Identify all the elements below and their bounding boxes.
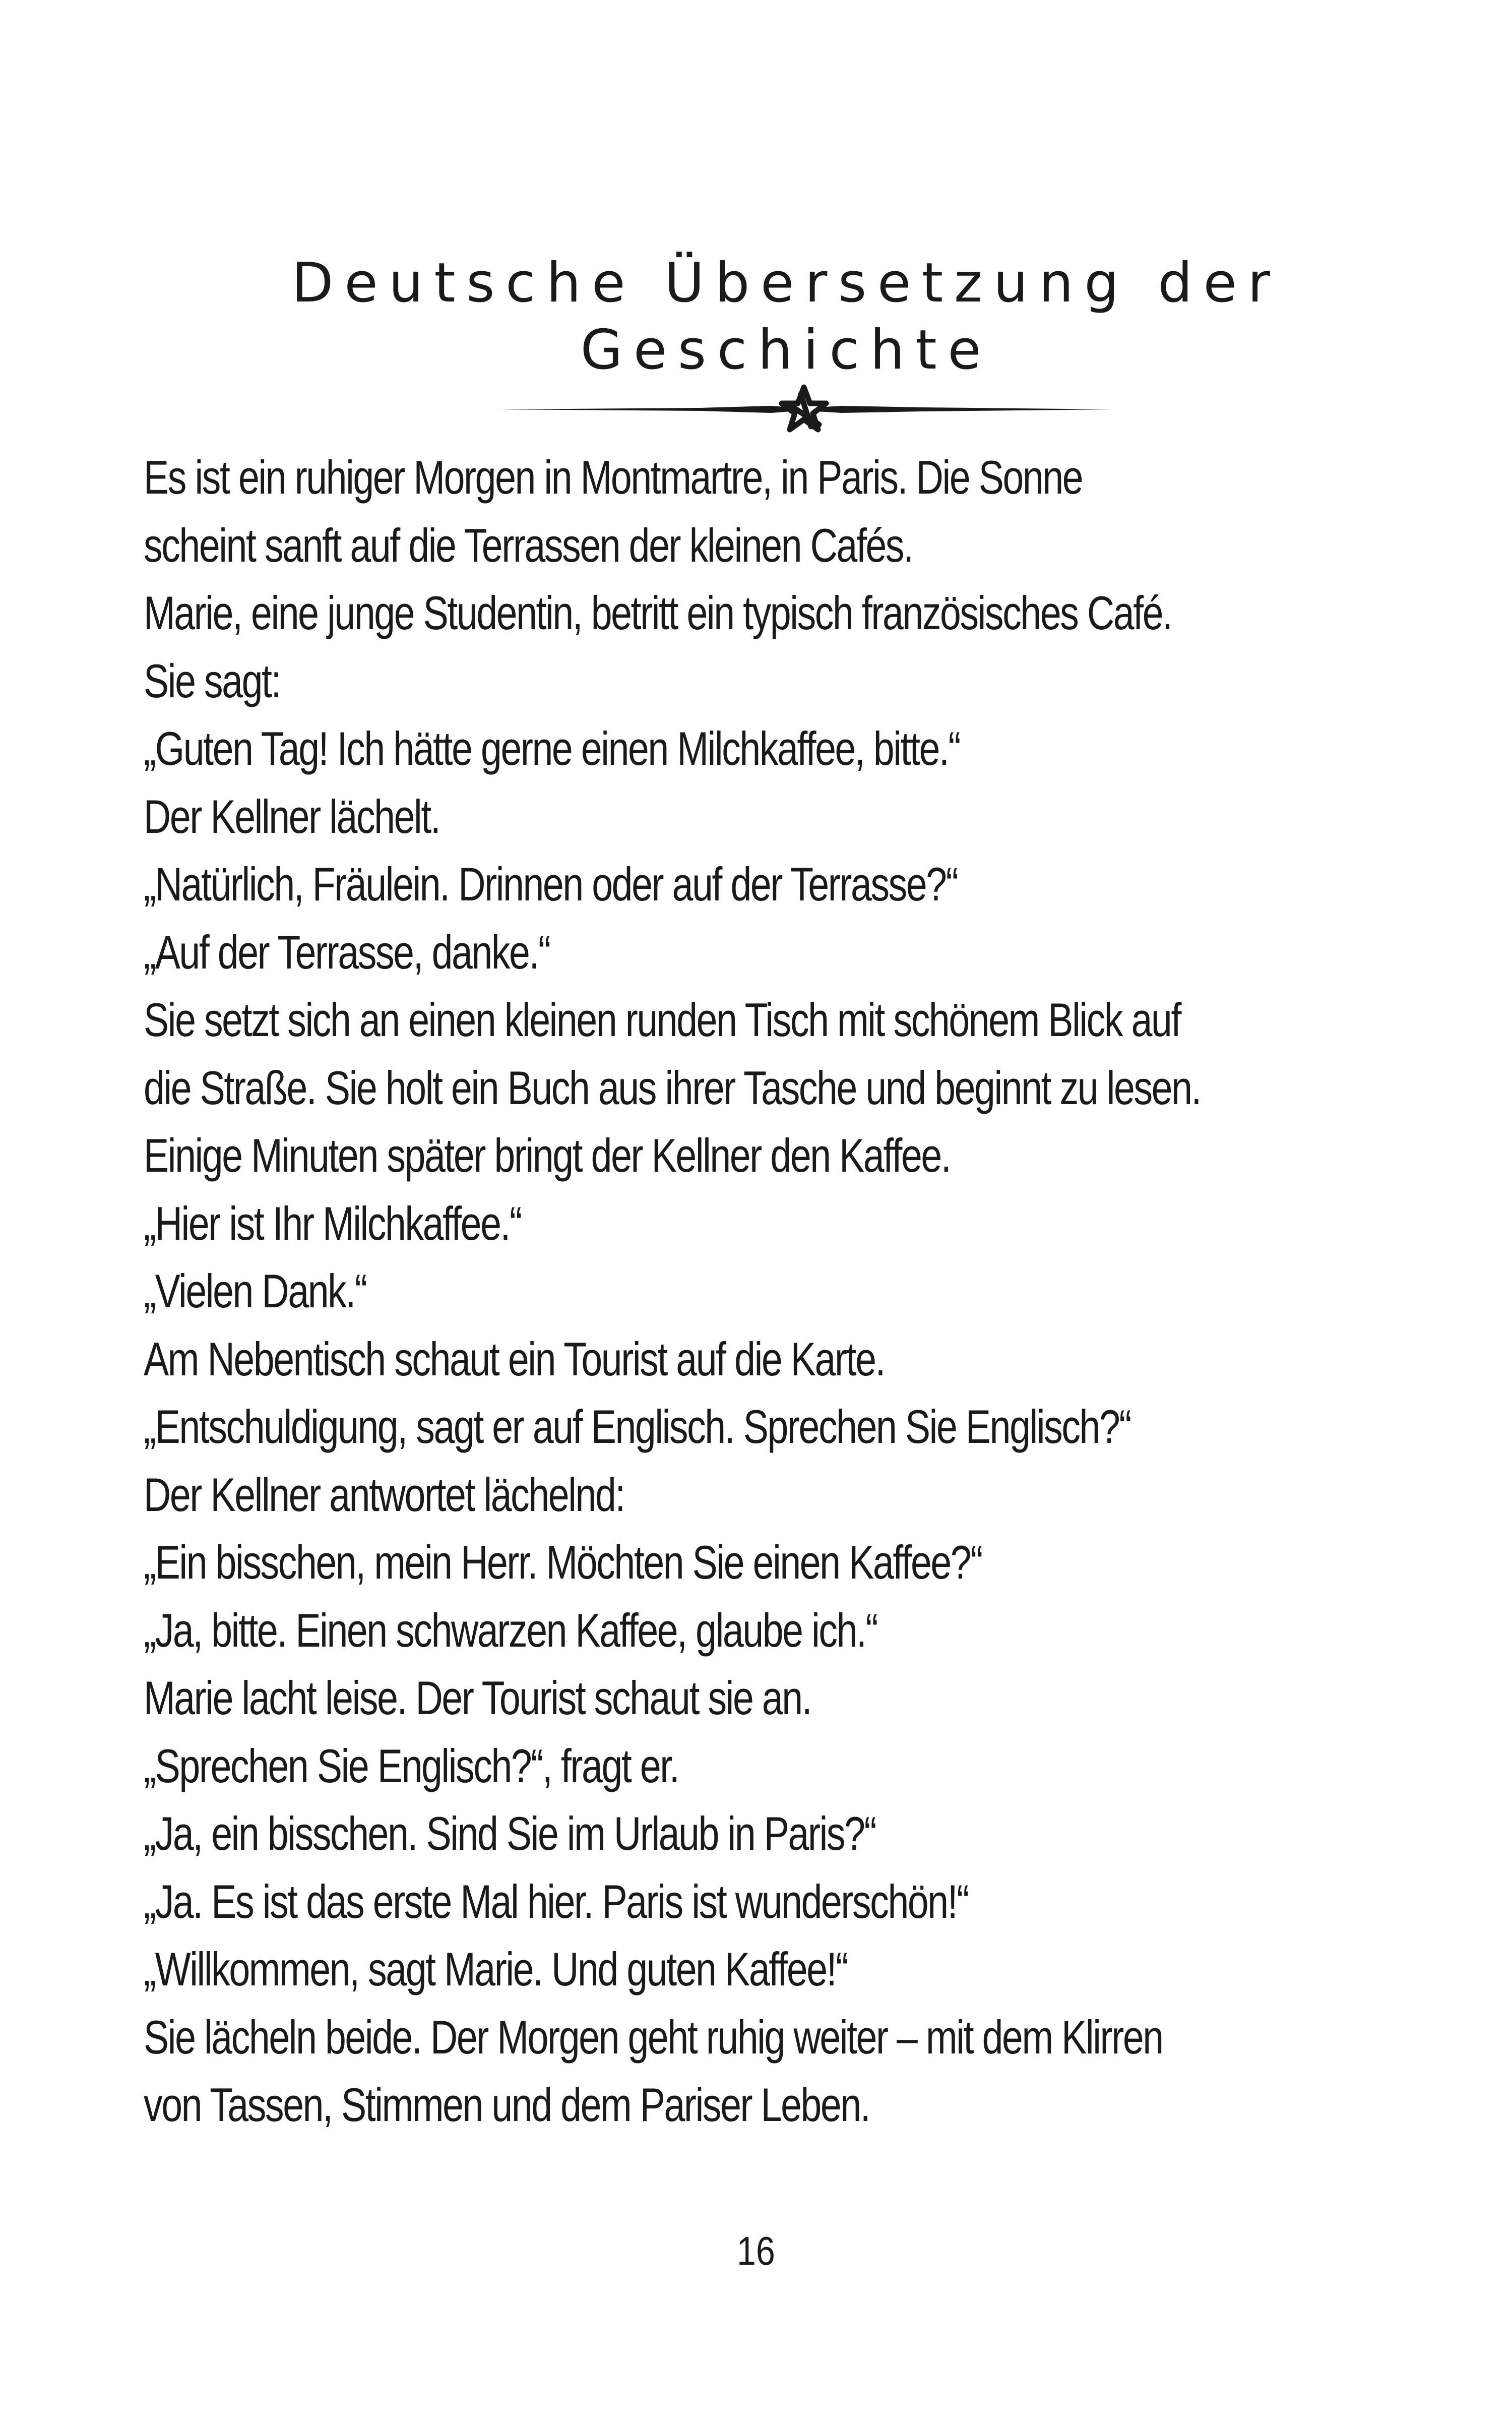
page-title [252,250,1320,384]
text-line: Marie, eine junge Studentin, betritt ein typisch französisches Café. [144,586,1172,639]
text-line: Sie sagt: [144,654,281,707]
text-line: „Ja, ein bisschen. Sind Sie im Urlaub in Paris?“ [144,1807,876,1860]
text-line: Am Nebentisch schaut ein Tourist auf die Karte. [144,1332,885,1385]
text-line: scheint sanft auf die Terrassen der kleinen Cafés. [144,518,913,572]
text-line: „Hier ist Ihr Milchkaffee.“ [144,1196,521,1250]
text-line: die Straße. Sie holt ein Buch aus ihrer Tasche und beginnt zu lesen. [144,1061,1201,1114]
text-line: „Ja. Es ist das erste Mal hier. Paris ist wunderschön!“ [144,1874,968,1928]
text-line: von Tassen, Stimmen und dem Pariser Leben. [144,2078,870,2131]
title-line-1: Deutsche Übersetzung der [291,252,1281,315]
text-line: „Guten Tag! Ich hätte gerne einen Milchkaffee, bitte.“ [144,722,960,775]
star-divider-icon [489,379,1119,440]
text-line: Marie lacht leise. Der Tourist schaut sie an. [144,1671,811,1724]
text-line: Einige Minuten später bringt der Kellner den Kaffee. [144,1129,951,1182]
text-line: „Willkommen, sagt Marie. Und guten Kaffee!“ [144,1943,847,1995]
text-line: „Ja, bitte. Einen schwarzen Kaffee, glaube ich.“ [144,1603,877,1657]
text-line: „Entschuldigung, sagt er auf Englisch. Sprechen Sie Englisch?“ [144,1400,1131,1453]
text-line: „Auf der Terrasse, danke.“ [144,925,550,979]
text-line: Der Kellner antwortet lächelnd: [144,1468,624,1521]
story-body [144,444,1232,2139]
text-line: „Sprechen Sie Englisch?“, fragt er. [144,1739,679,1792]
page-number: 16 [737,2228,775,2273]
text-line: Der Kellner lächelt. [144,790,440,843]
text-line: „Ein bisschen, mein Herr. Möchten Sie einen Kaffee?“ [144,1536,982,1589]
text-line: „Vielen Dank.“ [144,1264,366,1317]
title-line-2: Geschichte [580,319,992,382]
text-line: Es ist ein ruhiger Morgen in Montmartre, in Paris. Die Sonne [144,451,1083,504]
text-line: Sie setzt sich an einen kleinen runden Tisch mit schönem Blick auf [144,993,1180,1046]
text-line: Sie lächeln beide. Der Morgen geht ruhig weiter – mit dem Klirren [144,2010,1163,2064]
text-line: „Natürlich, Fräulein. Drinnen oder auf der Terrasse?“ [144,858,958,911]
